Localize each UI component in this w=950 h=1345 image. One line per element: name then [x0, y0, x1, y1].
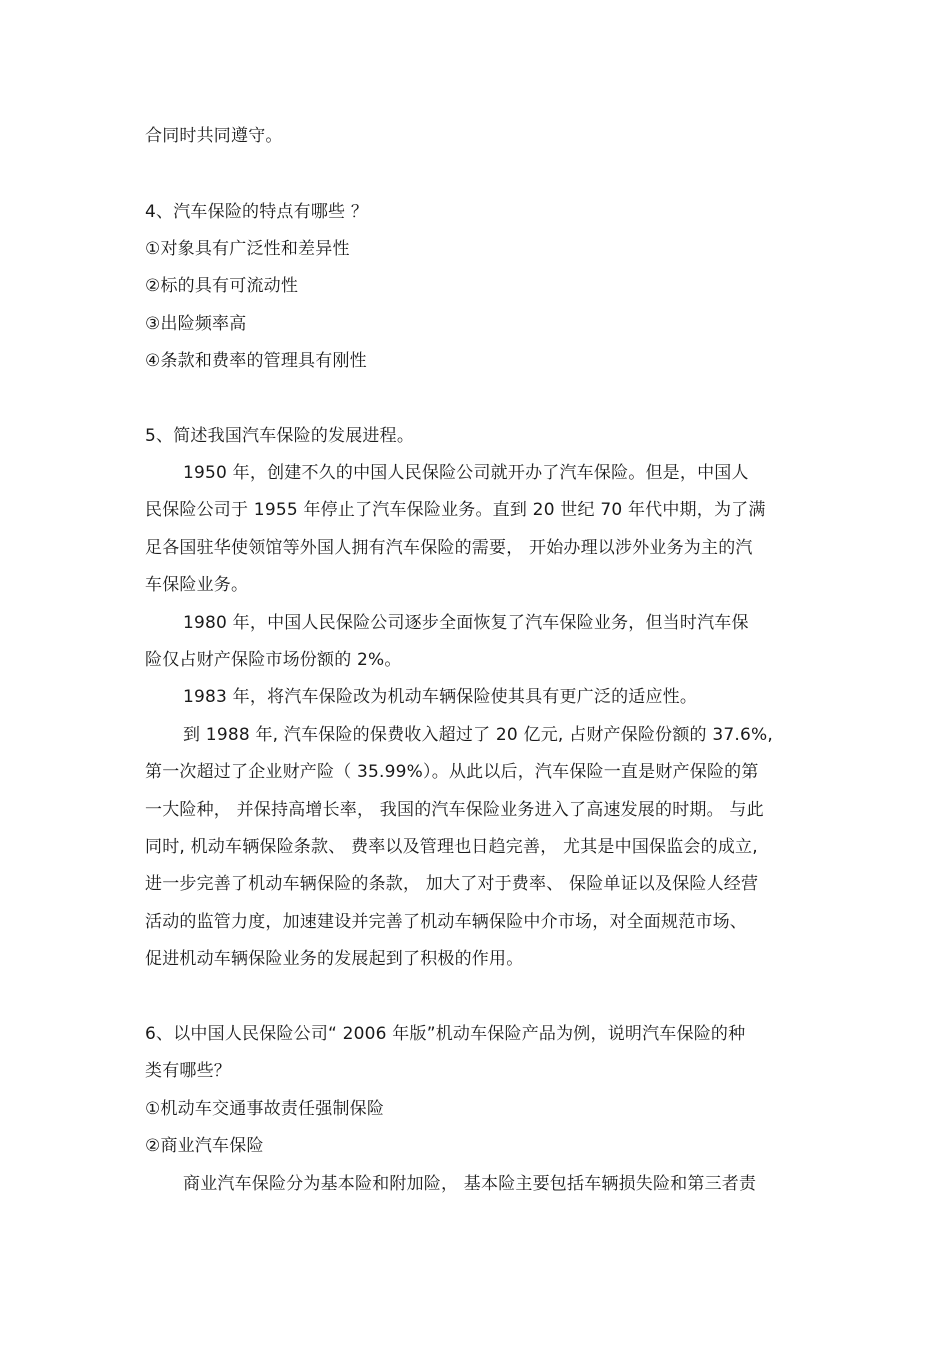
question-5-heading: 5、简述我国汽车保险的发展进程。 — [145, 426, 415, 446]
list-item: ②商业汽车保险 — [145, 1136, 264, 1156]
list-item: ④条款和费率的管理具有刚性 — [145, 351, 367, 371]
paragraph-line: 险仅占财产保险市场份额的 2%。 — [145, 650, 402, 670]
question-4-heading: 4、汽车保险的特点有哪些 ？ — [145, 202, 369, 222]
paragraph-line: 活动的监管力度，加速建设并完善了机动车辆保险中介市场，对全面规范市场、 — [145, 912, 747, 932]
question-6-heading-cont: 类有哪些？ — [145, 1061, 231, 1081]
paragraph-line: 一大险种， 并保持高增长率， 我国的汽车保险业务进入了高速发展的时期。 与此 — [145, 800, 764, 820]
paragraph-line: 第一次超过了企业财产险（ 35.99%）。从此以后，汽车保险一直是财产保险的第 — [145, 762, 759, 782]
question-6-heading: 6、以中国人民保险公司“ 2006 年版”机动车保险产品为例，说明汽车保险的种 — [145, 1024, 746, 1044]
list-item: ②标的具有可流动性 — [145, 276, 299, 296]
paragraph-line: 商业汽车保险分为基本险和附加险， 基本险主要包括车辆损失险和第三者责 — [183, 1174, 757, 1194]
paragraph-line: 到 1988 年, 汽车保险的保费收入超过了 20 亿元, 占财产保险份额的 37.6%, — [183, 725, 773, 745]
paragraph-line: 1950 年，创建不久的中国人民保险公司就开办了汽车保险。但是，中国人 — [183, 463, 749, 483]
paragraph-line: 同时, 机动车辆保险条款、 费率以及管理也日趋完善， 尤其是中国保监会的成立, — [145, 837, 758, 857]
paragraph-line: 民保险公司于 1955 年停止了汽车保险业务。直到 20 世纪 70 年代中期，为了满 — [145, 500, 766, 520]
list-item: ③出险频率高 — [145, 314, 247, 334]
list-item: ①对象具有广泛性和差异性 — [145, 239, 350, 259]
paragraph-line: 1980 年，中国人民保险公司逐步全面恢复了汽车保险业务，但当时汽车保 — [183, 613, 749, 633]
text-line: 合同时共同遵守。 — [145, 126, 283, 146]
paragraph-line: 1983 年，将汽车保险改为机动车辆保险使其具有更广泛的适应性。 — [183, 687, 698, 707]
list-item: ①机动车交通事故责任强制保险 — [145, 1099, 385, 1119]
paragraph-line: 促进机动车辆保险业务的发展起到了积极的作用。 — [145, 949, 524, 969]
paragraph-line: 车保险业务。 — [145, 575, 249, 595]
paragraph-line: 足各国驻华使领馆等外国人拥有汽车保险的需要， 开始办理以涉外业务为主的汽 — [145, 538, 753, 558]
paragraph-line: 进一步完善了机动车辆保险的条款， 加大了对于费率、 保险单证以及保险人经营 — [145, 874, 759, 894]
